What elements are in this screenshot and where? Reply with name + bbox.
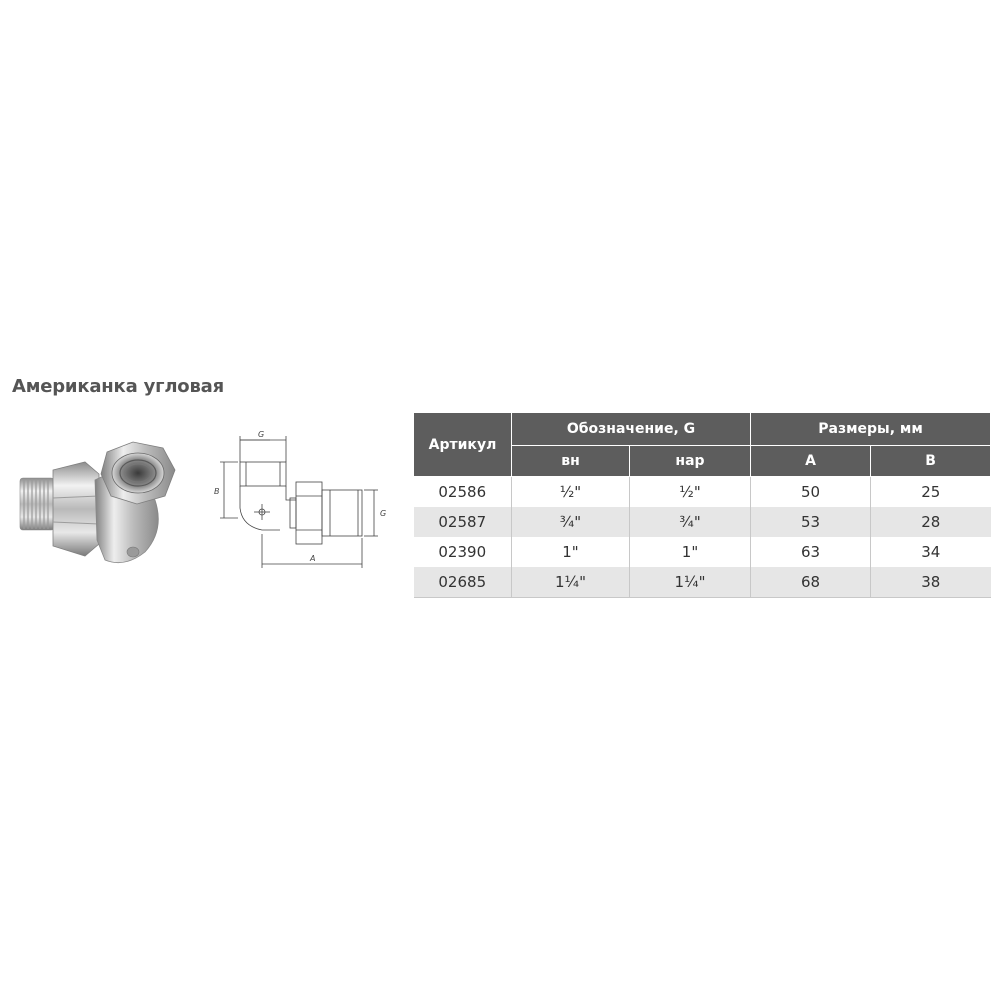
cell-a: 68 (751, 567, 871, 598)
product-title: Американка угловая (12, 376, 224, 397)
cell-vn: 1" (512, 537, 630, 567)
table-row (414, 477, 991, 508)
cell-a: 50 (751, 477, 871, 508)
cell-b: 28 (871, 507, 991, 537)
header-b: B (871, 446, 991, 477)
drawing-label-g-top: G (258, 430, 265, 439)
cell-article: 02390 (414, 537, 512, 567)
table-row (414, 537, 991, 567)
cell-a: 53 (751, 507, 871, 537)
cell-nar: 1¼" (630, 567, 751, 598)
cell-b: 25 (871, 477, 991, 508)
header-designation: Обозначение, G (512, 413, 751, 446)
cell-vn: ½" (512, 477, 630, 508)
cell-vn: 1¼" (512, 567, 630, 598)
cell-nar: ½" (630, 477, 751, 508)
table-row (414, 507, 991, 537)
cell-b: 34 (871, 537, 991, 567)
header-a: A (751, 446, 871, 477)
header-vn: вн (512, 446, 630, 477)
cell-b: 38 (871, 567, 991, 598)
cell-nar: ¾" (630, 507, 751, 537)
cell-vn: ¾" (512, 507, 630, 537)
technical-drawing (210, 426, 398, 574)
drawing-label-b: B (214, 487, 220, 496)
cell-a: 63 (751, 537, 871, 567)
cell-article: 02586 (414, 477, 512, 508)
header-dimensions: Размеры, мм (751, 413, 991, 446)
header-article: Артикул (414, 413, 512, 477)
cell-article: 02685 (414, 567, 512, 598)
cell-nar: 1" (630, 537, 751, 567)
table-row (414, 567, 991, 598)
product-photo (15, 440, 190, 580)
cell-article: 02587 (414, 507, 512, 537)
spec-table (413, 412, 991, 598)
drawing-label-g-right: G (380, 509, 387, 518)
drawing-label-a: A (310, 554, 316, 563)
header-nar: нар (630, 446, 751, 477)
